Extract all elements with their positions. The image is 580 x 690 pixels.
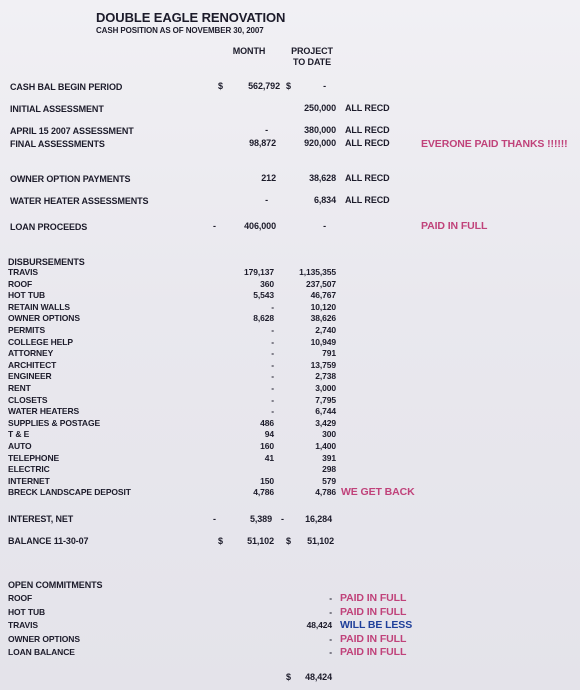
interest-month: 5,389 bbox=[249, 514, 272, 524]
initial-label: INITIAL ASSESSMENT bbox=[10, 104, 104, 114]
disbursement-label: ENGINEER bbox=[8, 371, 52, 381]
commitment-label: TRAVIS bbox=[8, 620, 38, 630]
disbursement-project: 4,786 bbox=[315, 487, 336, 497]
disbursement-project: 6,744 bbox=[315, 406, 336, 416]
balance-project: 51,102 bbox=[307, 536, 334, 546]
owner-option-label: OWNER OPTION PAYMENTS bbox=[10, 174, 131, 184]
disbursement-month: - bbox=[271, 395, 274, 405]
april-label: APRIL 15 2007 ASSESSMENT bbox=[10, 126, 134, 136]
disbursement-label: TRAVIS bbox=[8, 267, 38, 277]
disbursement-project: 10,949 bbox=[310, 337, 336, 347]
disbursement-note: WE GET BACK bbox=[341, 486, 415, 498]
initial-status: ALL RECD bbox=[345, 103, 390, 113]
disbursement-month: 4,786 bbox=[253, 487, 274, 497]
disbursement-month: 486 bbox=[260, 418, 274, 428]
disbursement-project: 46,767 bbox=[310, 290, 336, 300]
disbursements-heading: DISBURSEMENTS bbox=[8, 257, 85, 267]
column-header-month: MONTH bbox=[232, 46, 266, 56]
disbursement-month: 94 bbox=[264, 429, 274, 439]
disbursement-label: COLLEGE HELP bbox=[8, 337, 73, 347]
disbursement-month: - bbox=[271, 325, 274, 335]
disbursement-project: 3,429 bbox=[315, 418, 336, 428]
commitment-label: LOAN BALANCE bbox=[8, 647, 75, 657]
commitment-note: WILL BE LESS bbox=[340, 619, 413, 631]
final-month: 98,872 bbox=[249, 138, 276, 148]
document-title: DOUBLE EAGLE RENOVATION bbox=[96, 10, 286, 25]
disbursement-label: AUTO bbox=[8, 441, 32, 451]
interest-sign: - bbox=[213, 514, 216, 524]
disbursement-project: 237,507 bbox=[305, 279, 336, 289]
commitment-note: PAID IN FULL bbox=[340, 646, 407, 658]
disbursement-month: 150 bbox=[260, 476, 274, 486]
disbursement-month: - bbox=[271, 383, 274, 393]
final-note: EVERONE PAID THANKS !!!!!! bbox=[421, 138, 568, 150]
disbursement-project: 1,400 bbox=[315, 441, 336, 451]
disbursement-month: - bbox=[271, 371, 274, 381]
document-subtitle: CASH POSITION AS OF NOVEMBER 30, 2007 bbox=[96, 26, 264, 35]
disbursement-month: 160 bbox=[260, 441, 274, 451]
loan-label: LOAN PROCEEDS bbox=[10, 222, 88, 232]
commitment-project: - bbox=[329, 593, 332, 603]
disbursement-label: ARCHITECT bbox=[8, 360, 57, 370]
disbursement-month: - bbox=[271, 302, 274, 312]
disbursement-month: 5,543 bbox=[253, 290, 274, 300]
commitment-note: PAID IN FULL bbox=[340, 606, 407, 618]
commitment-project: - bbox=[329, 647, 332, 657]
disbursement-label: PERMITS bbox=[8, 325, 46, 335]
currency-sign: $ bbox=[286, 672, 291, 682]
commitment-note: PAID IN FULL bbox=[340, 633, 407, 645]
final-project: 920,000 bbox=[304, 138, 336, 148]
commitment-project: 48,424 bbox=[306, 620, 332, 630]
disbursement-project: 10,120 bbox=[310, 302, 336, 312]
disbursement-project: 7,795 bbox=[315, 395, 336, 405]
owner-option-project: 38,628 bbox=[309, 173, 336, 183]
disbursement-label: ROOF bbox=[8, 279, 33, 289]
final-label: FINAL ASSESSMENTS bbox=[10, 139, 105, 149]
disbursement-project: 791 bbox=[322, 348, 336, 358]
disbursement-label: SUPPLIES & POSTAGE bbox=[8, 418, 101, 428]
disbursement-month: - bbox=[271, 360, 274, 370]
april-month: - bbox=[265, 125, 268, 135]
open-commitments-heading: OPEN COMMITMENTS bbox=[8, 580, 103, 590]
disbursement-project: 38,626 bbox=[310, 313, 336, 323]
water-heater-status: ALL RECD bbox=[345, 195, 390, 205]
final-status: ALL RECD bbox=[345, 138, 390, 148]
commitment-project: - bbox=[329, 607, 332, 617]
disbursement-project: 1,135,355 bbox=[299, 267, 336, 277]
open-commitments-total: 48,424 bbox=[305, 672, 332, 682]
commitment-label: OWNER OPTIONS bbox=[8, 634, 80, 644]
cash-bal-month: 562,792 bbox=[248, 81, 280, 91]
disbursement-label: HOT TUB bbox=[8, 290, 46, 300]
disbursement-project: 2,740 bbox=[315, 325, 336, 335]
disbursement-project: 2,738 bbox=[315, 371, 336, 381]
disbursement-project: 391 bbox=[322, 453, 336, 463]
loan-project: - bbox=[323, 221, 326, 231]
commitment-note: PAID IN FULL bbox=[340, 592, 407, 604]
april-project: 380,000 bbox=[304, 125, 336, 135]
owner-option-status: ALL RECD bbox=[345, 173, 390, 183]
currency-sign: $ bbox=[218, 81, 223, 91]
disbursement-project: 13,759 bbox=[310, 360, 336, 370]
disbursement-label: INTERNET bbox=[8, 476, 50, 486]
april-status: ALL RECD bbox=[345, 125, 390, 135]
commitment-label: HOT TUB bbox=[8, 607, 46, 617]
cash-bal-label: CASH BAL BEGIN PERIOD bbox=[10, 82, 123, 92]
disbursement-label: ATTORNEY bbox=[8, 348, 54, 358]
disbursement-month: 360 bbox=[260, 279, 274, 289]
disbursement-month: 8,628 bbox=[253, 313, 274, 323]
water-heater-month: - bbox=[265, 195, 268, 205]
loan-note: PAID IN FULL bbox=[421, 220, 488, 232]
disbursement-project: 579 bbox=[322, 476, 336, 486]
disbursement-month: 41 bbox=[264, 453, 274, 463]
disbursement-label: OWNER OPTIONS bbox=[8, 313, 80, 323]
column-header-project-1: PROJECT bbox=[291, 46, 333, 56]
owner-option-month: 212 bbox=[261, 173, 276, 183]
disbursement-label: ELECTRIC bbox=[8, 464, 50, 474]
disbursement-project: 300 bbox=[322, 429, 336, 439]
disbursement-label: CLOSETS bbox=[8, 395, 48, 405]
disbursement-month: - bbox=[271, 337, 274, 347]
interest-label: INTEREST, NET bbox=[8, 514, 74, 524]
interest-month-dash: - bbox=[281, 514, 284, 524]
water-heater-project: 6,834 bbox=[313, 195, 336, 205]
commitment-label: ROOF bbox=[8, 593, 33, 603]
disbursement-project: 3,000 bbox=[315, 383, 336, 393]
disbursement-label: WATER HEATERS bbox=[8, 406, 80, 416]
disbursement-label: RETAIN WALLS bbox=[8, 302, 70, 312]
disbursement-label: T & E bbox=[8, 429, 30, 439]
balance-month: 51,102 bbox=[247, 536, 274, 546]
currency-sign: $ bbox=[286, 536, 291, 546]
disbursement-month: - bbox=[271, 406, 274, 416]
disbursement-label: TELEPHONE bbox=[8, 453, 60, 463]
column-header-project-2: TO DATE bbox=[293, 57, 331, 67]
initial-project: 250,000 bbox=[304, 103, 336, 113]
currency-sign: $ bbox=[286, 81, 291, 91]
balance-label: BALANCE 11-30-07 bbox=[8, 536, 89, 546]
disbursement-month: 179,137 bbox=[243, 267, 274, 277]
disbursement-label: RENT bbox=[8, 383, 31, 393]
disbursement-project: 298 bbox=[322, 464, 336, 474]
loan-month: 406,000 bbox=[244, 221, 276, 231]
loan-sign: - bbox=[213, 221, 216, 231]
water-heater-label: WATER HEATER ASSESSMENTS bbox=[10, 196, 149, 206]
disbursement-label: BRECK LANDSCAPE DEPOSIT bbox=[8, 487, 131, 497]
disbursement-month: - bbox=[271, 348, 274, 358]
cash-bal-project: - bbox=[323, 81, 326, 91]
commitment-project: - bbox=[329, 634, 332, 644]
currency-sign: $ bbox=[218, 536, 223, 546]
interest-project: 16,284 bbox=[305, 514, 332, 524]
